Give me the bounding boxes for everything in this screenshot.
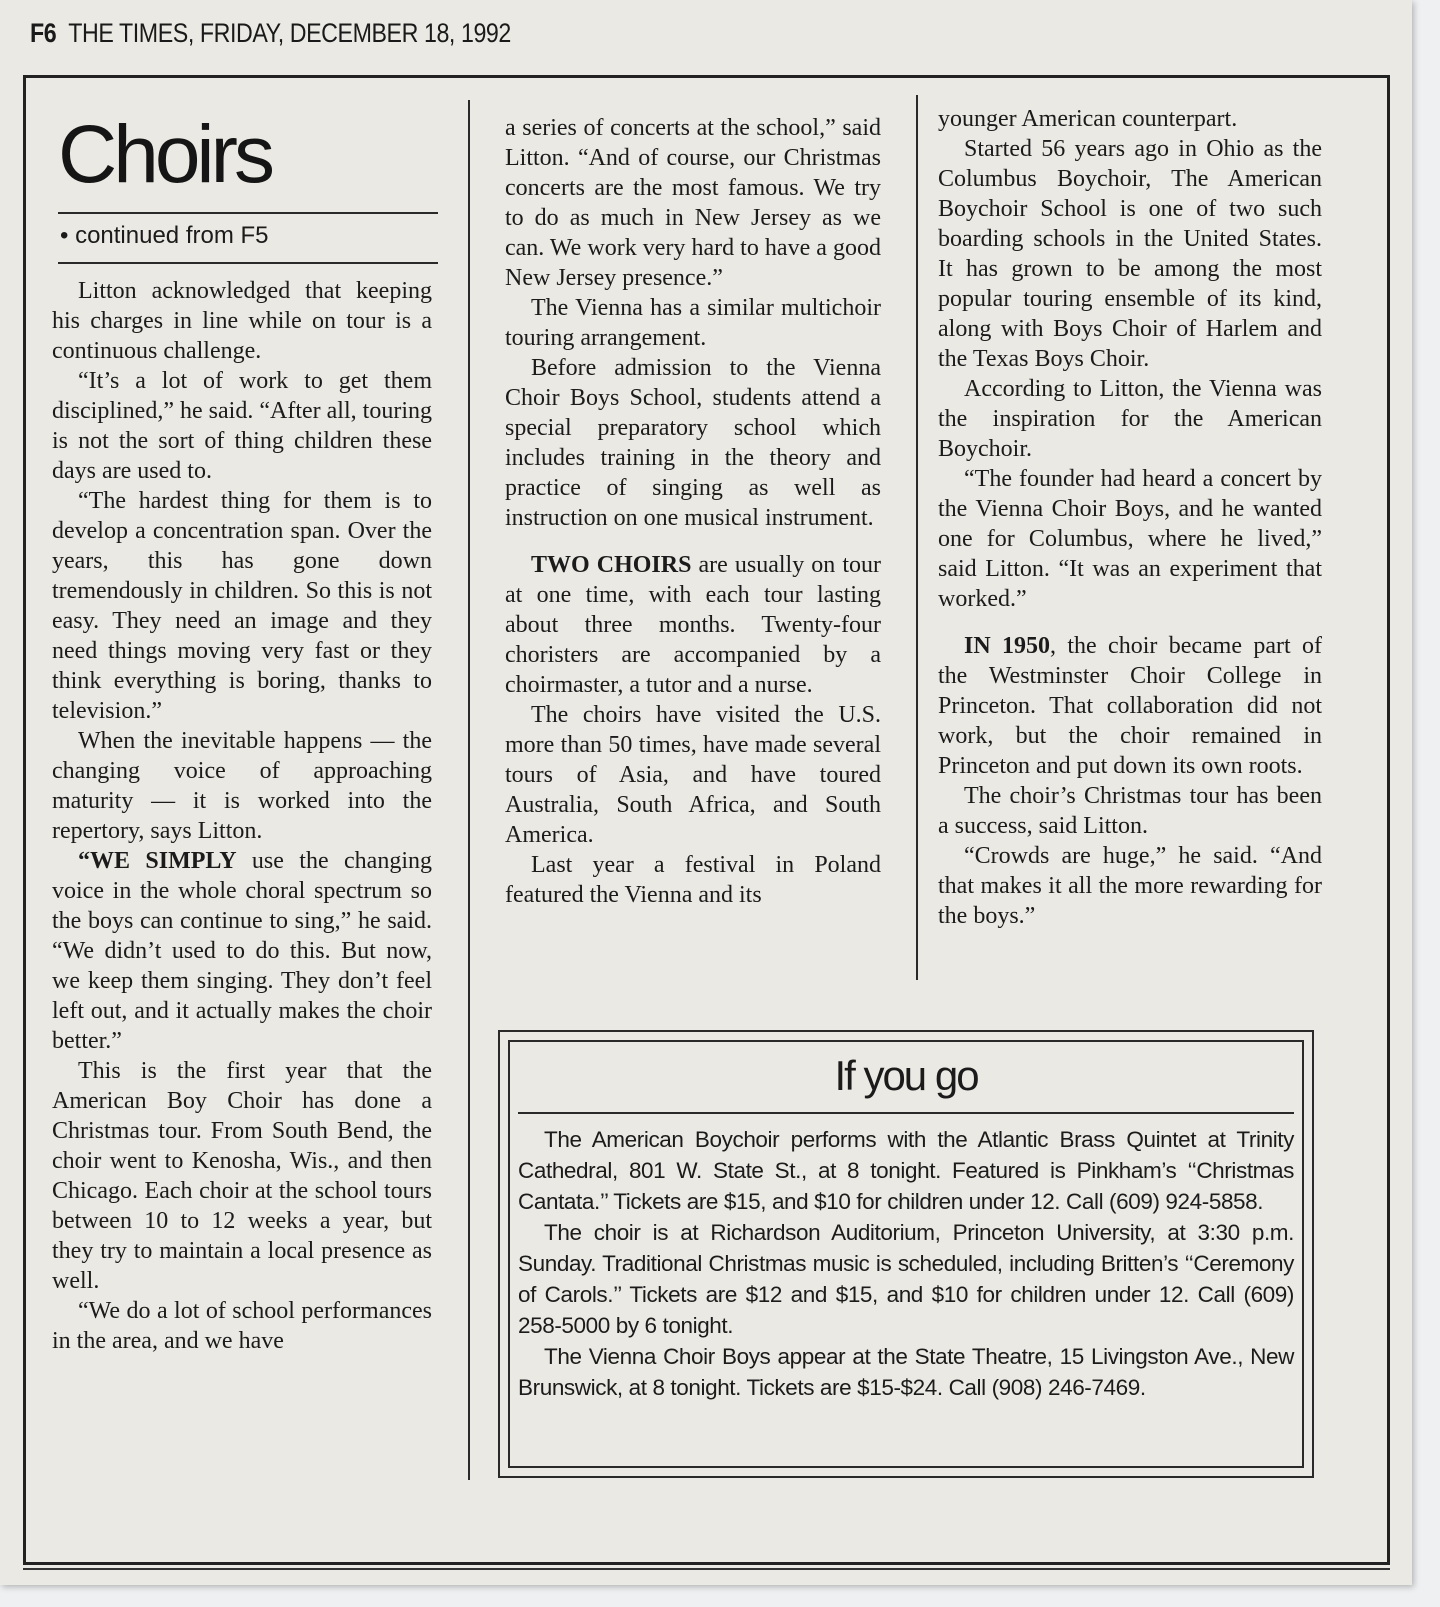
lead-in: TWO CHOIRS [531,552,692,578]
page-number: F6 [30,18,57,48]
if-you-go-box [498,1030,1314,1478]
paragraph: When the inevitable happens — the changing voice of approaching maturity — it is worked into the repertory, says Litton. [52,728,432,844]
lead-in: IN 1950 [964,633,1051,659]
paragraph: The choirs have visited the U.S. more than 50 times, have made several tours of Asia, and have toured Australia, South Africa, and South America. [505,702,881,848]
lead-in: “WE SIMPLY [78,848,237,874]
paragraph-text: , the choir became part of the Westminster Choir College in Princeton. That collaboration did not work, but the choir remained in Princeton and put down its own roots. [938,633,1323,779]
paragraph-text: are usually on tour at one time, with each tour lasting about three months. Twenty-four choristers are accompanied by a choirmaster, a tutor and a nurse. [505,552,881,698]
article-column-2 [505,113,881,910]
event-listing: The choir is at Richardson Auditorium, Princeton University, at 3:30 p.m. Sunday. Traditional Christmas music is scheduled, including Britten’s ‘‘Ceremony of Carols.’’ Tickets are $12 and $15, and $10 for children under 12. Call (609) 258-5000 by 6 tonight. [518,1220,1294,1338]
if-you-go-inner-frame [508,1040,1304,1468]
column-rule-right [916,95,918,980]
paragraph: Litton acknowledged that keeping his charges in line while on tour is a continuous challenge. [52,278,432,364]
paragraph [52,846,432,1056]
paragraph: younger American counterpart. [938,106,1238,132]
if-you-go-title: If you go [834,1052,978,1099]
paragraph: “It’s a lot of work to get them disciplined,” he said. “After all, touring is not the sort of thing children these days are used to. [52,368,432,484]
paragraph: “Crowds are huge,” he said. “And that makes it all the more rewarding for the boys.” [938,843,1322,929]
paragraph: This is the first year that the American Boy Choir has done a Christmas tour. From South Bend, the choir went to Kenosha, Wis., and then Chicago. Each choir at the school tours between 10 to 12 weeks a year, but they try to maintain a local presence as well. [52,1058,432,1294]
paragraph: Last year a festival in Poland featured the Vienna and its [505,852,881,908]
dateline: THE TIMES, FRIDAY, DECEMBER 18, 1992 [68,18,511,48]
event-listing: The American Boychoir performs with the Atlantic Brass Quintet at Trinity Cathedral, 801 W. State St., at 8 tonight. Featured is Pinkham’s ‘‘Christmas Cantata.’’ Tickets are $15, and $10 for children under 12. Call (609) 924-5858. [518,1127,1294,1214]
paragraph [505,550,881,700]
headline-rule-top [58,212,438,214]
paragraph: “We do a lot of school performances in the area, and we have [52,1298,432,1354]
headline-rule-bottom [58,262,438,264]
article-column-1 [52,276,432,1356]
paragraph: The Vienna has a similar multichoir touring arrangement. [505,295,881,351]
if-you-go-body [518,1124,1294,1403]
paragraph: According to Litton, the Vienna was the inspiration for the American Boychoir. [938,376,1322,462]
paragraph: “The founder had heard a concert by the Vienna Choir Boys, and he wanted one for Columbus, where he lived,” said Litton. “It was an experiment that worked.” [938,466,1322,612]
paragraph-text: use the changing voice in the whole choral spectrum so the boys can continue to sing,” he said. “We didn’t used to do this. But now, we keep them singing. They don’t feel left out, and it actually makes the choir better.” [52,848,432,1054]
paragraph: Started 56 years ago in Ohio as the Columbus Boychoir, The American Boychoir School is one of two such boarding schools in the United States. It has grown to be among the most popular touring ensemble of its kind, along with Boys Choir of Harlem and the Texas Boys Choir. [938,136,1322,372]
headline: Choirs [58,109,271,200]
jump-line: • continued from F5 [60,222,269,249]
event-listing: The Vienna Choir Boys appear at the State Theatre, 15 Livingston Ave., New Brunswick, at 8 tonight. Tickets are $15-$24. Call (908) 246-7469. [518,1344,1294,1400]
page-folio [30,18,511,49]
paragraph: a series of concerts at the school,” said Litton. “And of course, our Christmas concerts are the most famous. We try to do as much in New Jersey as we can. We work very hard to have a good New Jersey presence.” [505,115,881,291]
article-column-3 [938,104,1322,931]
column-rule-left [468,100,470,1480]
paragraph: Before admission to the Vienna Choir Boys School, students attend a special preparatory school which includes training in the theory and practice of singing as well as instruction on one musical instrument. [505,355,881,531]
if-you-go-rule [518,1112,1294,1114]
paragraph: “The hardest thing for them is to develop a concentration span. Over the years, this has gone down tremendously in children. So this is not easy. They need an image and they need things moving very fast or they think everything is boring, thanks to television.” [52,488,432,724]
paragraph [938,631,1322,781]
bottom-rule [23,1568,1390,1570]
paragraph: The choir’s Christmas tour has been a success, said Litton. [938,783,1322,839]
